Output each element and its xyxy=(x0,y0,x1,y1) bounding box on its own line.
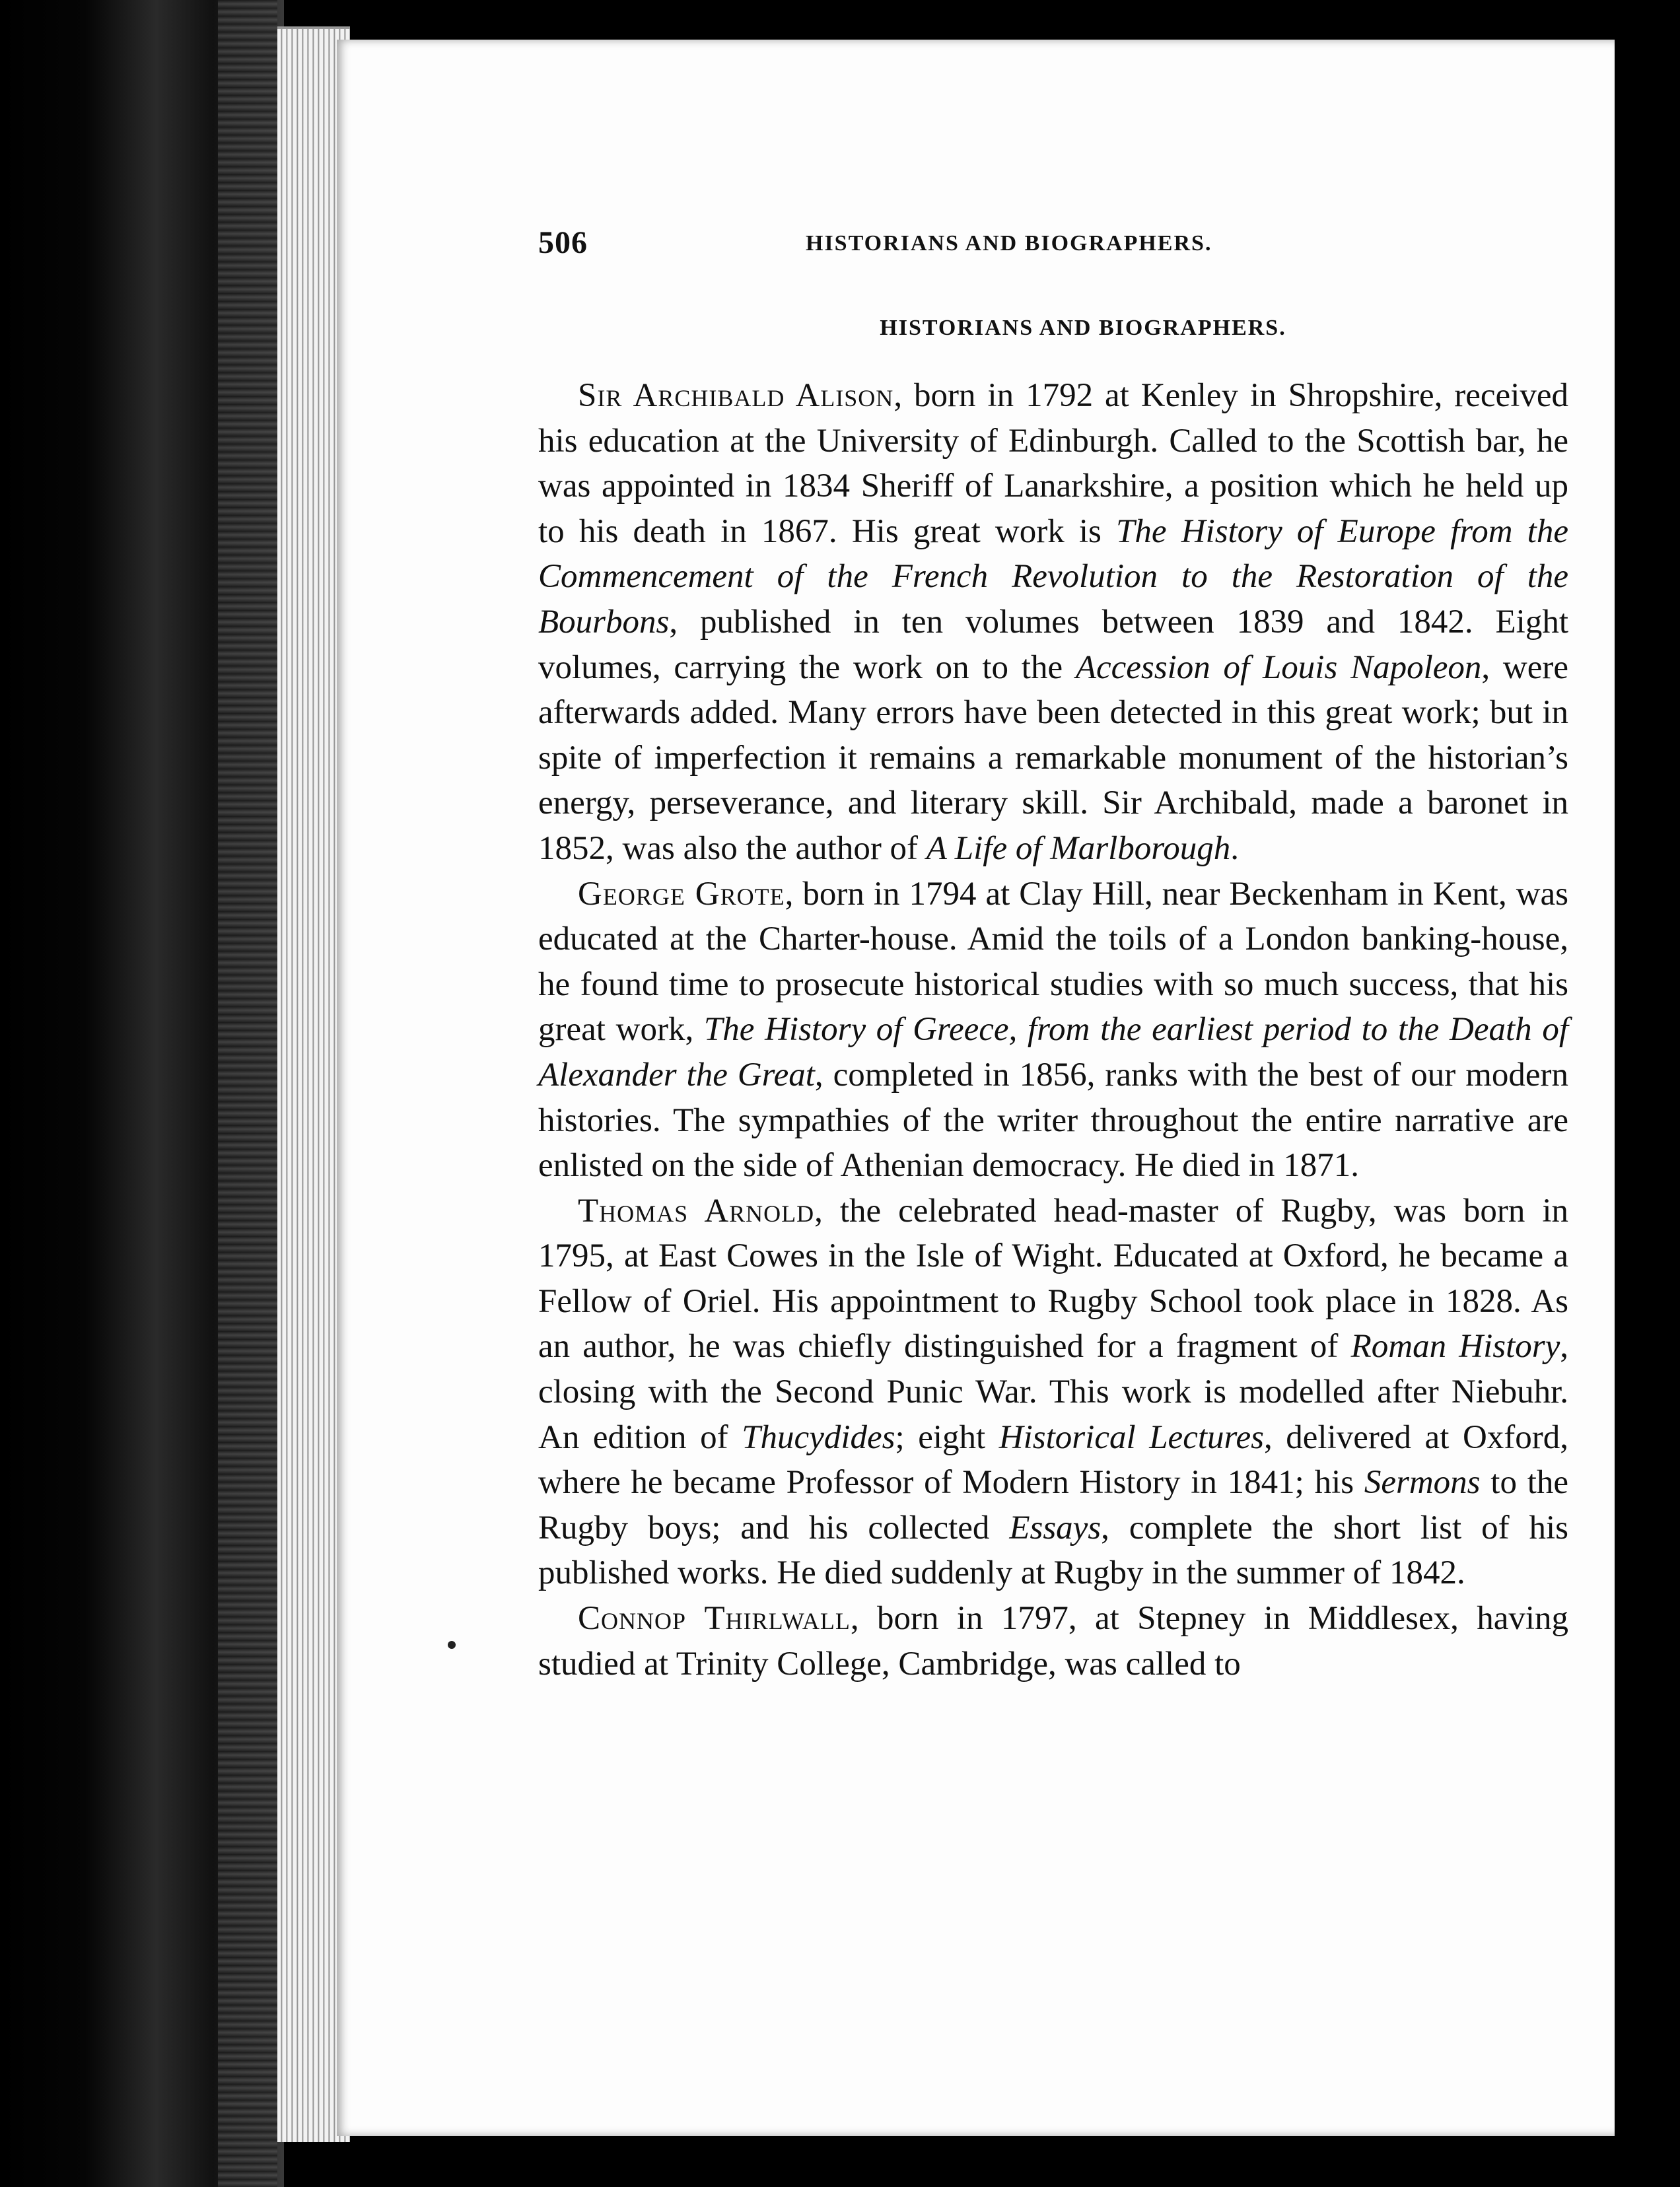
person-name: Sir Archibald Alison xyxy=(578,377,894,414)
paragraph-grote xyxy=(538,872,1568,1189)
running-head: HISTORIANS AND BIOGRAPHERS. xyxy=(806,231,1212,256)
italic-title: Roman History xyxy=(1350,1328,1560,1366)
italic-title: The History of Europe from the Commencement of the French Revolution to the Restoration of the Bourbons xyxy=(538,512,1568,641)
italic-title: Accession of Louis Napoleon xyxy=(1075,648,1482,686)
text-run: , born in 1792 at Kenley in Shropshire, received his education at the University of Edinburgh. Called to the Scottish bar, he was appointed in 1834 Sheriff of Lanarkshire, a position which he held up to his death in 1867. His great work is xyxy=(538,377,1568,550)
text-run: , complete the short list of his published works. He died suddenly at Rugby in the summer of 1842. xyxy=(538,1509,1568,1592)
italic-title: A Life of Marlborough xyxy=(926,829,1231,867)
text-run: , born in 1794 at Clay Hill, near Beckenham in Kent, was educated at the Charter-house. Amid the toils of a London banking-house, he found time to prosecute historical studies with so much success, that his great work, xyxy=(538,875,1569,1049)
paragraph-thirlwall xyxy=(538,1596,1568,1686)
text-run: to the Rugby boys; and his collected xyxy=(538,1464,1568,1546)
italic-title: Historical Lectures xyxy=(998,1418,1264,1456)
right-dark-edge xyxy=(1615,0,1680,2187)
binding-texture xyxy=(218,0,277,2187)
text-run: ; eight xyxy=(895,1418,999,1456)
italic-title: The History of Greece, from the earliest period to the Death of Alexander the Great xyxy=(538,1011,1568,1094)
italic-title: Sermons xyxy=(1364,1464,1481,1502)
text-run: , delivered at Oxford, where he became Professor of Modern History in 1841; his xyxy=(538,1418,1568,1502)
person-name: Thomas Arnold xyxy=(578,1192,815,1230)
person-name: George Grote xyxy=(578,875,785,913)
margin-dot xyxy=(448,1641,456,1649)
text-run: , closing with the Second Punic War. This work is modelled after Niebuhr. An edition of xyxy=(538,1328,1569,1456)
body-text xyxy=(538,373,1568,1686)
text-run: , born in 1797, at Stepney in Middlesex, having studied at Trinity College, Cambridge, was called to xyxy=(538,1600,1569,1683)
italic-title: Essays xyxy=(1009,1509,1102,1546)
text-run: , were afterwards added. Many errors have been detected in this great work; but in spite of imperfection it remains a remarkable monument of the historian’s energy, perseverance, and literary skill. Sir Archibald, made a baronet in 1852, was also the author of xyxy=(538,648,1568,867)
paragraph-alison xyxy=(538,373,1568,872)
page-number: 506 xyxy=(538,225,588,260)
page-sheet xyxy=(337,40,1618,2136)
paragraph-arnold xyxy=(538,1189,1568,1596)
italic-title: Thucydides xyxy=(742,1418,895,1456)
text-run: , the celebrated head-master of Rugby, was born in 1795, at East Cowes in the Isle of Wight. Educated at Oxford, he became a Fellow of Oriel. His appointment to Rugby School took place in 1828. As an author, he was chiefly distinguished for a fragment of xyxy=(538,1192,1568,1366)
section-title: HISTORIANS AND BIOGRAPHERS. xyxy=(880,316,1286,340)
text-run: , completed in 1856, ranks with the best of our modern histories. The sympathies of the writer throughout the entire narrative are enlisted on the side of Athenian democracy. He died in 1871. xyxy=(538,1056,1568,1185)
text-run: , published in ten volumes between 1839 and 1842. Eight volumes, carrying the work on to the xyxy=(538,603,1568,686)
text-run: . xyxy=(1230,829,1239,867)
person-name: Connop Thirlwall xyxy=(578,1600,851,1638)
